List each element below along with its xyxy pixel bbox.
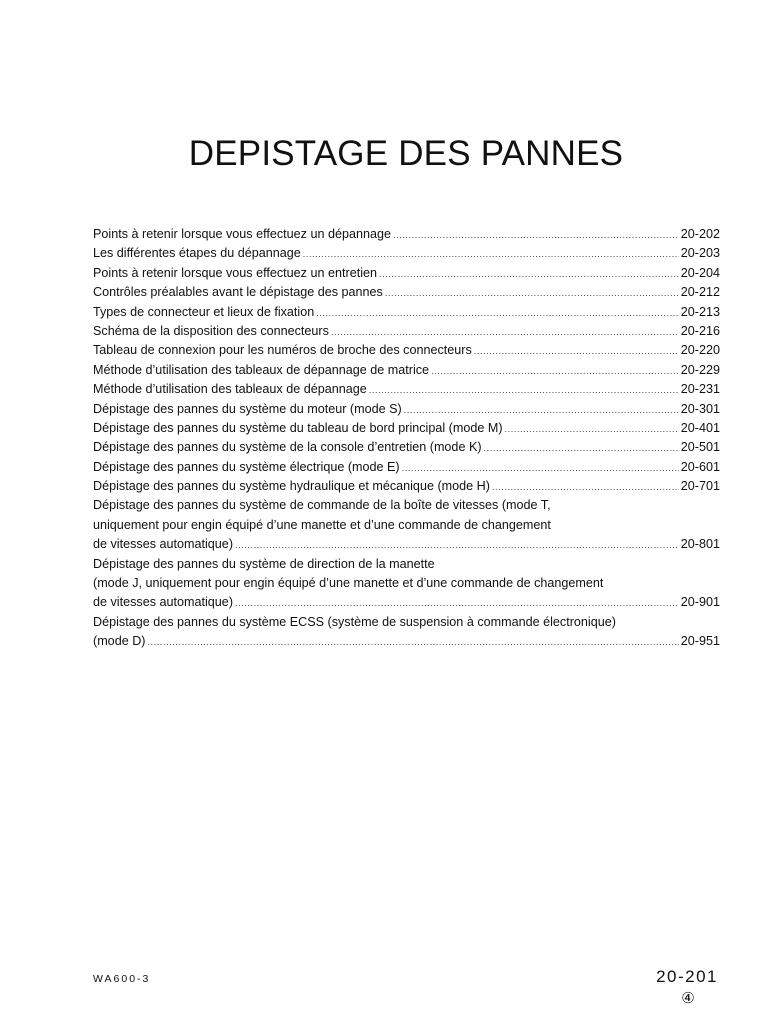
toc-entry-title: Les différentes étapes du dépannage bbox=[93, 246, 301, 261]
table-of-contents bbox=[93, 225, 720, 652]
toc-entry-row bbox=[93, 322, 720, 341]
toc-entry-title: Dépistage des pannes du système de la console d’entretien (mode K) bbox=[93, 440, 482, 455]
toc-entry-row bbox=[93, 264, 720, 283]
toc-entry bbox=[93, 361, 720, 380]
dot-leader bbox=[379, 265, 679, 284]
dot-leader bbox=[316, 304, 679, 323]
revision-mark: ④ bbox=[681, 990, 695, 1007]
toc-entry bbox=[93, 225, 720, 244]
toc-entry-page: 20-801 bbox=[680, 537, 720, 552]
toc-entry bbox=[93, 380, 720, 399]
toc-entry-title: de vitesses automatique) bbox=[93, 595, 234, 610]
toc-entry bbox=[93, 283, 720, 302]
model-number: WA600-3 bbox=[93, 973, 151, 985]
dot-leader bbox=[484, 439, 679, 458]
toc-entry-line: Dépistage des pannes du système de commande de la boîte de vitesses (mode T, bbox=[93, 498, 551, 513]
toc-entry-row bbox=[93, 303, 720, 322]
toc-entry-row bbox=[93, 477, 720, 496]
toc-entry bbox=[93, 555, 720, 613]
dot-leader bbox=[404, 401, 679, 420]
toc-entry-title: Points à retenir lorsque vous effectuez un entretien bbox=[93, 265, 377, 280]
toc-entry-title: Contrôles préalables avant le dépistage des pannes bbox=[93, 285, 383, 300]
toc-entry-row bbox=[93, 438, 720, 457]
toc-entry-title: Types de connecteur et lieux de fixation bbox=[93, 304, 315, 319]
dot-leader bbox=[369, 381, 679, 400]
toc-entry-page: 20-203 bbox=[680, 246, 720, 261]
toc-entry bbox=[93, 419, 720, 438]
toc-entry-page: 20-901 bbox=[680, 595, 720, 610]
toc-entry-title: Tableau de connexion pour les numéros de broche des connecteurs bbox=[93, 343, 472, 358]
toc-entry bbox=[93, 264, 720, 283]
dot-leader bbox=[492, 478, 679, 497]
toc-entry bbox=[93, 458, 720, 477]
toc-entry-row bbox=[93, 400, 720, 419]
toc-entry-page: 20-401 bbox=[680, 420, 720, 435]
toc-entry bbox=[93, 303, 720, 322]
toc-entry-title: de vitesses automatique) bbox=[93, 537, 234, 552]
toc-entry bbox=[93, 477, 720, 496]
toc-entry bbox=[93, 322, 720, 341]
dot-leader bbox=[235, 594, 679, 613]
toc-entry-page: 20-229 bbox=[680, 362, 720, 377]
toc-entry-title: (mode D) bbox=[93, 634, 146, 649]
toc-entry-row bbox=[93, 419, 720, 438]
toc-entry-row bbox=[93, 244, 720, 263]
dot-leader bbox=[474, 342, 679, 361]
toc-entry-title: Méthode d’utilisation des tableaux de dépannage de matrice bbox=[93, 362, 430, 377]
toc-entry-title: Points à retenir lorsque vous effectuez un dépannage bbox=[93, 227, 392, 241]
dot-leader bbox=[331, 323, 679, 342]
toc-entry-line: uniquement pour engin équipé d’une manette et d’une commande de changement bbox=[93, 517, 551, 532]
toc-entry-page: 20-212 bbox=[680, 285, 720, 300]
toc-entry-page: 20-301 bbox=[680, 401, 720, 416]
toc-entry-page: 20-213 bbox=[680, 304, 720, 319]
dot-leader bbox=[431, 362, 679, 381]
toc-entry bbox=[93, 244, 720, 263]
dot-leader bbox=[402, 459, 679, 478]
toc-entry-row bbox=[93, 593, 720, 612]
toc-entry-title: Dépistage des pannes du système du tableau de bord principal (mode M) bbox=[93, 420, 503, 435]
toc-entry bbox=[93, 400, 720, 419]
toc-entry-page: 20-701 bbox=[680, 479, 720, 494]
toc-entry-row bbox=[93, 283, 720, 302]
toc-entry-title: Méthode d’utilisation des tableaux de dépannage bbox=[93, 382, 367, 397]
page-number: 20-201 bbox=[656, 967, 718, 986]
toc-entry-row bbox=[93, 535, 720, 554]
toc-entry-line: (mode J, uniquement pour engin équipé d’une manette et d’une commande de changement bbox=[93, 576, 604, 591]
toc-entry-page: 20-601 bbox=[680, 459, 720, 474]
toc-entry-title: Schéma de la disposition des connecteurs bbox=[93, 323, 329, 338]
toc-entry-row bbox=[93, 380, 720, 399]
dot-leader bbox=[303, 245, 679, 264]
toc-entry-page: 20-951 bbox=[680, 634, 720, 649]
toc-entry-row bbox=[93, 341, 720, 360]
toc-entry-title: Dépistage des pannes du système du moteur (mode S) bbox=[93, 401, 402, 416]
toc-entry-page: 20-204 bbox=[680, 265, 720, 280]
toc-entry bbox=[93, 341, 720, 360]
toc-entry bbox=[93, 438, 720, 457]
dot-leader bbox=[235, 536, 679, 555]
toc-entry-page: 20-202 bbox=[680, 227, 720, 241]
toc-entry-row bbox=[93, 632, 720, 651]
toc-entry-line: Dépistage des pannes du système de direction de la manette bbox=[93, 556, 435, 571]
toc-entry-title: Dépistage des pannes du système électrique (mode E) bbox=[93, 459, 400, 474]
toc-entry-page: 20-216 bbox=[680, 323, 720, 338]
dot-leader bbox=[393, 226, 679, 245]
toc-entry-line: Dépistage des pannes du système ECSS (système de suspension à commande électronique) bbox=[93, 614, 616, 629]
toc-entry-row bbox=[93, 361, 720, 380]
dot-leader bbox=[147, 633, 678, 652]
toc-entry-row bbox=[93, 458, 720, 477]
toc-entry bbox=[93, 496, 720, 554]
toc-entry-row bbox=[93, 225, 720, 244]
toc-entry-page: 20-220 bbox=[680, 343, 720, 358]
dot-leader bbox=[385, 284, 679, 303]
toc-entry bbox=[93, 613, 720, 652]
toc-entry-title: Dépistage des pannes du système hydraulique et mécanique (mode H) bbox=[93, 479, 490, 494]
dot-leader bbox=[505, 420, 679, 439]
page-title: DEPISTAGE DES PANNES bbox=[188, 134, 624, 173]
toc-entry-page: 20-501 bbox=[680, 440, 720, 455]
toc-entry-page: 20-231 bbox=[680, 382, 720, 397]
